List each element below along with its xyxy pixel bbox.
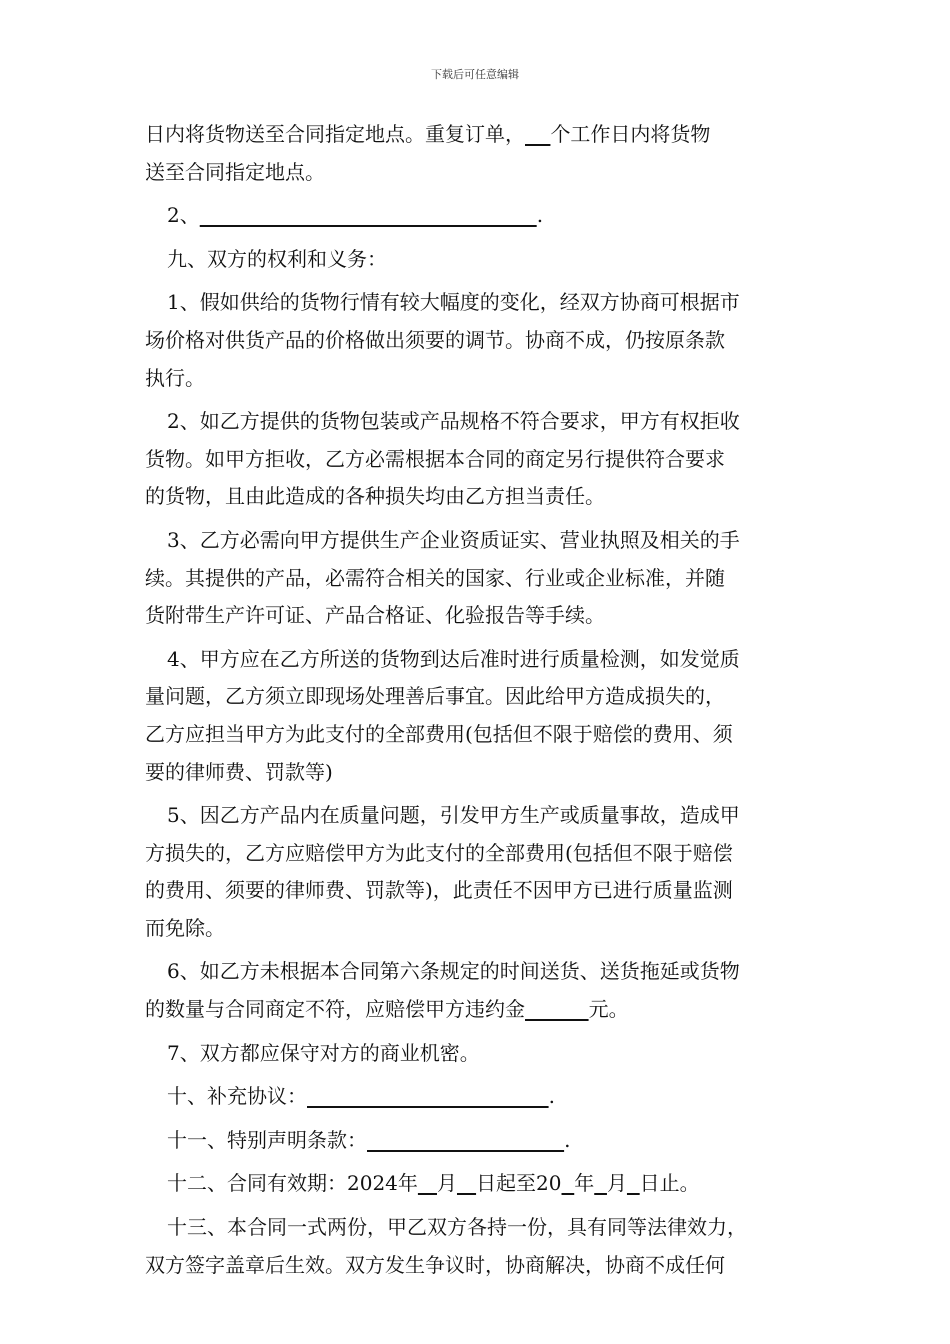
fill-in-blank xyxy=(525,997,589,1021)
paragraph xyxy=(145,116,810,191)
text-line xyxy=(145,1209,810,1247)
document-body xyxy=(145,116,810,1284)
paragraph xyxy=(145,1209,810,1284)
text-line xyxy=(145,641,810,679)
fill-in-blank xyxy=(627,1171,640,1195)
text-line xyxy=(145,284,810,322)
text-segment: 日起至20 xyxy=(476,1171,562,1196)
text-segment: 月 xyxy=(436,1171,457,1196)
text-line xyxy=(145,678,810,716)
paragraph xyxy=(145,197,810,235)
text-segment: 的数量与合同商定不符，应赔偿甲方违约金 xyxy=(145,997,525,1022)
text-segment: 货物。如甲方拒收，乙方必需根据本合同的商定另行提供符合要求 xyxy=(145,446,725,471)
text-line xyxy=(145,116,810,154)
text-line xyxy=(145,1247,810,1285)
text-segment: 的货物，且由此造成的各种损失均由乙方担当责任。 xyxy=(145,484,605,509)
paragraph xyxy=(145,641,810,791)
text-segment: . xyxy=(536,203,544,228)
fill-in-blank xyxy=(307,1084,549,1108)
text-line xyxy=(145,597,810,635)
paragraph xyxy=(145,241,810,279)
paragraph xyxy=(145,1035,810,1073)
text-segment: 个工作日内将货物 xyxy=(550,122,711,146)
paragraph xyxy=(145,522,810,635)
text-segment: 续。其提供的产品，必需符合相关的国家、行业或企业标准，并随 xyxy=(145,565,725,590)
paragraph xyxy=(145,1165,810,1203)
text-line xyxy=(145,1035,810,1073)
text-segment: 九、双方的权利和义务： xyxy=(167,246,387,271)
text-segment: 货附带生产许可证、产品合格证、化验报告等手续。 xyxy=(145,603,605,628)
paragraph xyxy=(145,403,810,516)
text-segment: 十、补充协议： xyxy=(167,1084,307,1109)
text-segment: 十二、合同有效期：2024年 xyxy=(167,1171,418,1196)
fill-in-blank xyxy=(200,203,537,227)
text-segment: 5、因乙方产品内在质量问题，引发甲方生产或质量事故，造成甲 xyxy=(167,803,740,828)
text-segment: 要的律师费、罚款等) xyxy=(145,759,333,784)
text-segment: 乙方应担当甲方为此支付的全部费用(包括但不限于赔偿的费用、须 xyxy=(145,721,733,746)
text-line xyxy=(145,403,810,441)
text-line xyxy=(145,154,810,192)
text-line xyxy=(145,522,810,560)
text-segment: 量问题，乙方须立即现场处理善后事宜。因此给甲方造成损失的， xyxy=(145,684,725,709)
text-line xyxy=(145,441,810,479)
text-segment: 日止。 xyxy=(639,1171,700,1196)
text-segment: 4、甲方应在乙方所送的货物到达后准时进行质量检测，如发觉质 xyxy=(167,646,740,671)
text-line xyxy=(145,953,810,991)
text-segment: 双方签字盖章后生效。双方发生争议时，协商解决，协商不成任何 xyxy=(145,1252,725,1277)
text-segment: 而免除。 xyxy=(145,915,225,940)
text-segment: 1、假如供给的货物行情有较大幅度的变化，经双方协商可根据市 xyxy=(167,290,740,315)
text-segment: 7、双方都应保守对方的商业机密。 xyxy=(167,1040,480,1065)
text-segment: 十三、本合同一式两份，甲乙双方各持一份，具有同等法律效力， xyxy=(167,1215,747,1240)
text-segment: 送至合同指定地点。 xyxy=(145,159,325,184)
fill-in-blank xyxy=(418,1171,437,1195)
text-segment: 日内将货物送至合同指定地点。重复订单， xyxy=(145,122,525,146)
text-segment: 年 xyxy=(574,1171,595,1196)
text-segment: 2、如乙方提供的货物包装或产品规格不符合要求，甲方有权拒收 xyxy=(167,409,740,434)
fill-in-blank xyxy=(562,1171,575,1195)
text-line xyxy=(145,910,810,948)
text-segment: 执行。 xyxy=(145,365,205,390)
fill-in-blank xyxy=(367,1128,564,1152)
text-segment: . xyxy=(564,1127,571,1152)
text-line xyxy=(145,872,810,910)
text-line xyxy=(145,360,810,398)
text-segment: 元。 xyxy=(588,997,629,1022)
text-line xyxy=(145,991,810,1029)
text-line xyxy=(145,1122,810,1160)
text-line xyxy=(145,322,810,360)
text-segment: 6、如乙方未根据本合同第六条规定的时间送货、送货拖延或货物 xyxy=(167,959,740,984)
paragraph xyxy=(145,1078,810,1116)
text-line xyxy=(145,197,810,235)
text-line xyxy=(145,797,810,835)
text-line xyxy=(145,716,810,754)
paragraph xyxy=(145,953,810,1028)
text-segment: 十一、特别声明条款： xyxy=(167,1127,367,1152)
text-line xyxy=(145,754,810,792)
text-segment: 3、乙方必需向甲方提供生产企业资质证实、营业执照及相关的手 xyxy=(167,527,740,552)
text-segment: . xyxy=(548,1084,555,1109)
text-line xyxy=(145,241,810,279)
text-line xyxy=(145,1078,810,1116)
fill-in-blank xyxy=(525,122,550,146)
page-header: 下载后可任意编辑 xyxy=(431,68,519,81)
text-segment: 场价格对供货产品的价格做出须要的调节。协商不成，仍按原条款 xyxy=(145,327,725,352)
text-line xyxy=(145,1165,810,1203)
text-line xyxy=(145,835,810,873)
text-segment: 月 xyxy=(606,1171,627,1196)
paragraph xyxy=(145,284,810,397)
paragraph xyxy=(145,797,810,947)
text-segment: 的费用、须要的律师费、罚款等)，此责任不因甲方已进行质量监测 xyxy=(145,878,733,903)
text-line xyxy=(145,478,810,516)
text-segment: 方损失的，乙方应赔偿甲方为此支付的全部费用(包括但不限于赔偿 xyxy=(145,840,733,865)
text-segment: 2、 xyxy=(167,203,200,228)
paragraph xyxy=(145,1122,810,1160)
fill-in-blank xyxy=(457,1171,476,1195)
text-line xyxy=(145,560,810,598)
fill-in-blank xyxy=(594,1171,607,1195)
